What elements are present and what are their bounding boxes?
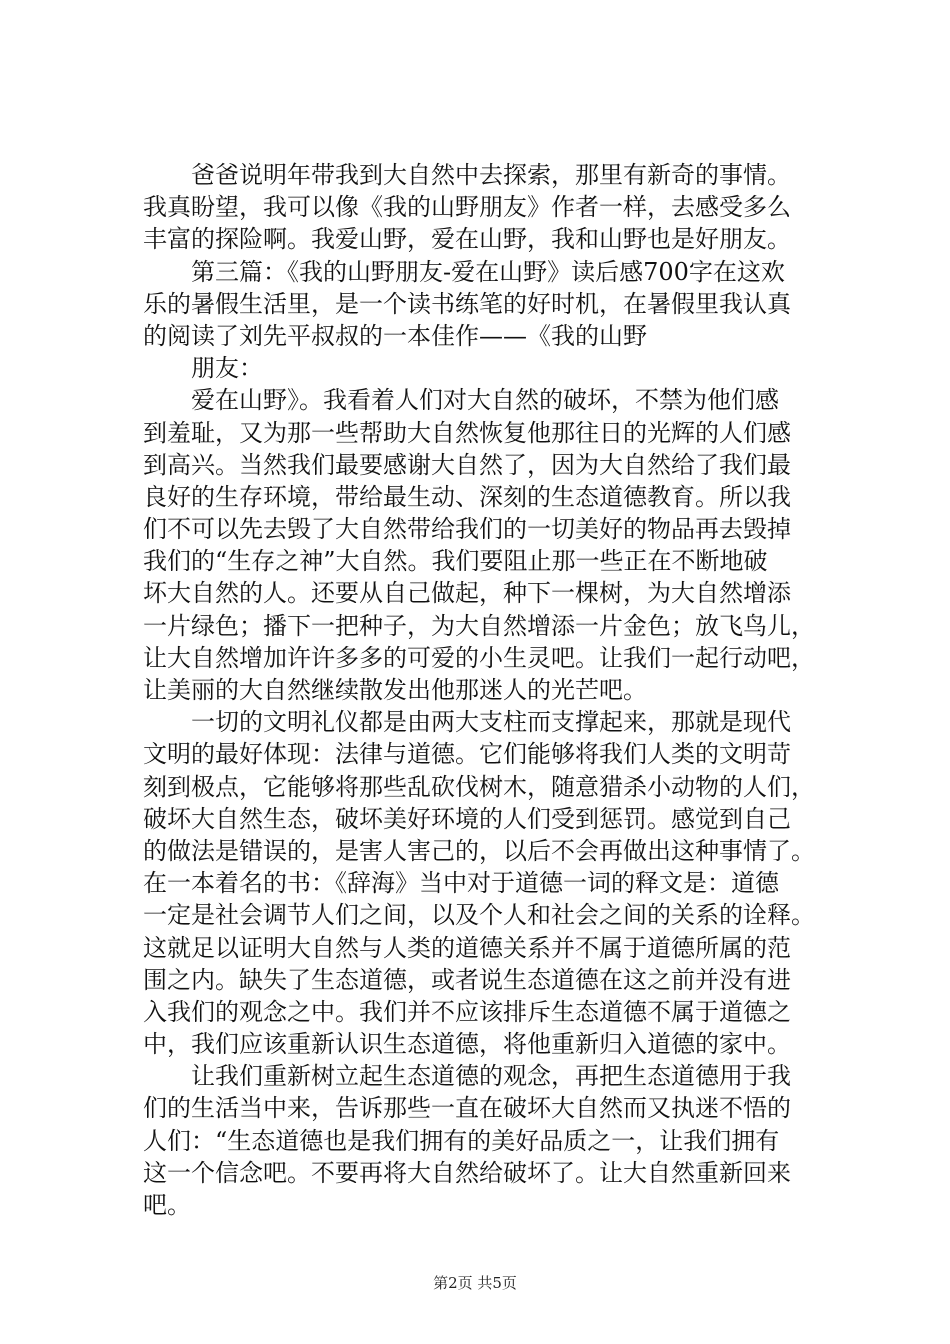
text-line: 入我们的观念之中。我们并不应该排斥生态道德不属于道德之 xyxy=(143,997,791,1026)
text-line: 让美丽的大自然继续散发出他那迷人的光芒吧。 xyxy=(143,676,647,704)
text-line: 人们：“生态道德也是我们拥有的美好品质之一，让我们拥有 xyxy=(143,1126,780,1155)
text-line: 一片绿色；播下一把种子，为大自然增添一片金色；放飞鸟儿， xyxy=(143,611,815,640)
text-line: 一定是社会调节人们之间，以及个人和社会之间的关系的诠释。 xyxy=(143,901,815,930)
text-line: 破坏大自然生态，破坏美好环境的人们受到惩罚。感觉到自己 xyxy=(143,804,791,833)
text-line: 中，我们应该重新认识生态道德，将他重新归入道德的家中。 xyxy=(143,1030,791,1059)
text-line: 良好的生存环境，带给最生动、深刻的生态道德教育。所以我 xyxy=(143,482,791,511)
text-line: 到羞耻，又为那一些帮助大自然恢复他那往日的光辉的人们感 xyxy=(143,418,791,447)
text-line: 朋友： xyxy=(143,354,263,383)
text-line: 吧。 xyxy=(143,1191,191,1219)
text-line: 第三篇：《我的山野朋友-爱在山野》读后感700字在这欢 xyxy=(143,257,785,286)
text-line: 丰富的探险啊。我爱山野，爱在山野，我和山野也是好朋友。 xyxy=(143,225,791,254)
text-line: 让大自然增加许许多多的可爱的小生灵吧。让我们一起行动吧， xyxy=(143,643,815,672)
text-line: 文明的最好体现：法律与道德。它们能够将我们人类的文明苛 xyxy=(143,740,791,769)
text-line: 的做法是错误的，是害人害己的，以后不会再做出这种事情了。 xyxy=(143,836,815,865)
text-line: 围之内。缺失了生态道德，或者说生态道德在这之前并没有进 xyxy=(143,965,791,994)
text-line: 们不可以先去毁了大自然带给我们的一切美好的物品再去毁掉 xyxy=(143,515,791,544)
text-line: 让我们重新树立起生态道德的观念，再把生态道德用于我 xyxy=(143,1062,791,1091)
text-line: 的阅读了刘先平叔叔的一本佳作——《我的山野 xyxy=(143,321,647,350)
text-line: 刻到极点，它能够将那些乱砍伐树木，随意猎杀小动物的人们， xyxy=(143,772,815,801)
document-body xyxy=(143,159,831,1221)
text-line: 这就足以证明大自然与人类的道德关系并不属于道德所属的范 xyxy=(143,933,791,962)
text-line: 爸爸说明年带我到大自然中去探索，那里有新奇的事情。 xyxy=(143,161,791,189)
text-line: 乐的暑假生活里，是一个读书练笔的好时机，在暑假里我认真 xyxy=(143,289,791,318)
text-line: 这一个信念吧。不要再将大自然给破坏了。让大自然重新回来 xyxy=(143,1158,791,1187)
text-line: 坏大自然的人。还要从自己做起，种下一棵树，为大自然增添 xyxy=(143,579,791,608)
text-line: 我们的“生存之神”大自然。我们要阻止那一些正在不断地破 xyxy=(143,547,768,576)
text-line: 一切的文明礼仪都是由两大支柱而支撑起来，那就是现代 xyxy=(143,708,791,737)
text-line: 爱在山野》。我看着人们对大自然的破坏，不禁为他们感 xyxy=(143,386,779,415)
text-line: 我真盼望，我可以像《我的山野朋友》作者一样，去感受多么 xyxy=(143,193,791,222)
text-line: 在一本着名的书：《辞海》当中对于道德一词的释文是：道德 xyxy=(143,869,779,898)
text-line: 到高兴。当然我们最要感谢大自然了，因为大自然给了我们最 xyxy=(143,450,791,479)
text-line: 们的生活当中来，告诉那些一直在破坏大自然而又执迷不悟的 xyxy=(143,1094,791,1123)
page-number-footer: 第2页 共5页 xyxy=(433,1274,517,1292)
